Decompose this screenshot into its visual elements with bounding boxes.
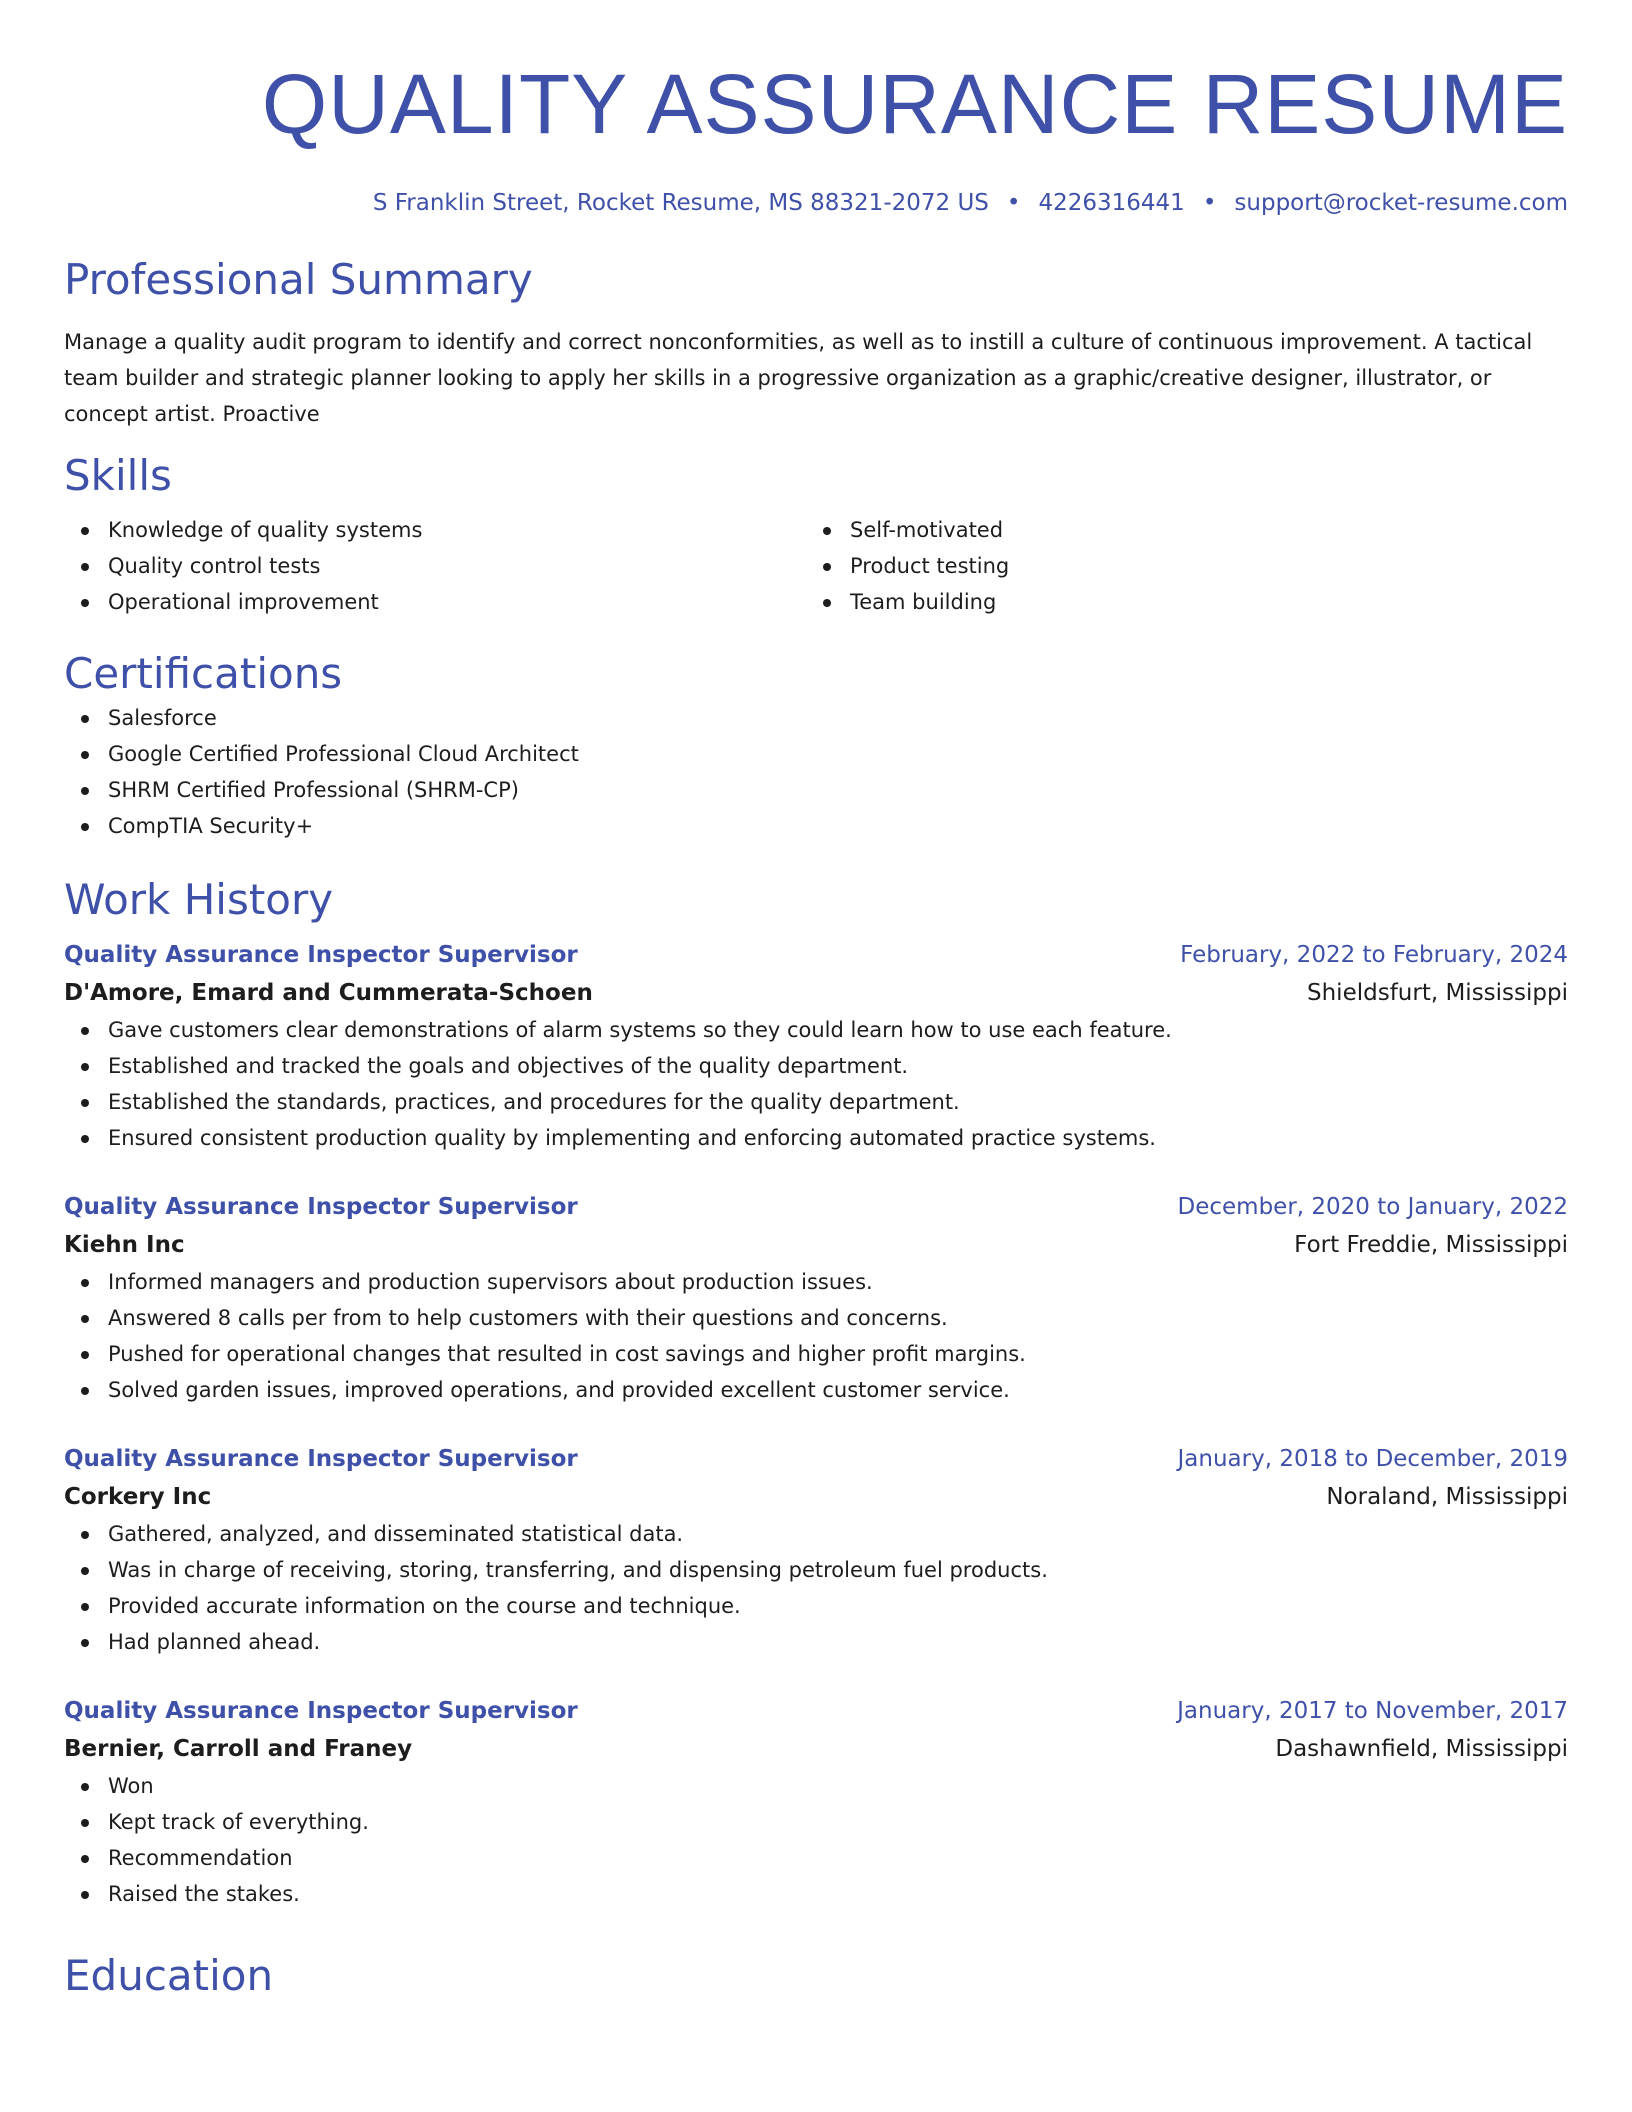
job-bullet: Kept track of everything. (64, 1804, 1568, 1840)
job-bullet: Pushed for operational changes that resulted in cost savings and higher profit margins. (64, 1336, 1568, 1372)
job-header-row (64, 1440, 1568, 1478)
job-title: Quality Assurance Inspector Supervisor (64, 1446, 578, 1472)
job-dates: January, 2018 to December, 2019 (1177, 1446, 1568, 1472)
section-heading-skills: Skills (64, 451, 172, 500)
contact-phone: 4226316441 (1038, 190, 1185, 216)
job-bullet: Won (64, 1768, 1568, 1804)
certification-item: CompTIA Security+ (64, 808, 1568, 844)
job-company-row (64, 1730, 1568, 1768)
job-title: Quality Assurance Inspector Supervisor (64, 1698, 578, 1724)
skill-item: Quality control tests (64, 548, 806, 584)
job-header-row (64, 1188, 1568, 1226)
job-bullet: Had planned ahead. (64, 1624, 1568, 1660)
skills-column-left (64, 512, 806, 620)
job-header-row (64, 936, 1568, 974)
job-bullet: Gave customers clear demonstrations of alarm systems so they could learn how to use each feature. (64, 1012, 1568, 1048)
job-location: Dashawnfield, Mississippi (1275, 1736, 1568, 1762)
certification-item: Salesforce (64, 700, 1568, 736)
job-company: Corkery Inc (64, 1484, 212, 1510)
job-bullet: Recommendation (64, 1840, 1568, 1876)
job-location: Noraland, Mississippi (1326, 1484, 1568, 1510)
job-entry (64, 936, 1568, 1156)
job-company: D'Amore, Emard and Cummerata-Schoen (64, 980, 593, 1006)
job-dates: February, 2022 to February, 2024 (1180, 942, 1568, 968)
section-heading-summary: Professional Summary (64, 255, 533, 304)
contact-separator: • (1202, 190, 1217, 216)
skill-item: Product testing (806, 548, 1548, 584)
contact-address: S Franklin Street, Rocket Resume, MS 88321-2072 US (372, 190, 989, 216)
job-company: Kiehn Inc (64, 1232, 185, 1258)
job-entry (64, 1692, 1568, 1912)
contact-email: support@rocket-resume.com (1234, 190, 1568, 216)
job-bullet: Provided accurate information on the course and technique. (64, 1588, 1568, 1624)
job-bullet: Ensured consistent production quality by implementing and enforcing automated practice systems. (64, 1120, 1568, 1156)
job-company-row (64, 1226, 1568, 1264)
job-location: Fort Freddie, Mississippi (1294, 1232, 1568, 1258)
resume-page (64, 0, 1568, 2002)
section-heading-certifications: Certifications (64, 649, 343, 698)
job-bullet: Raised the stakes. (64, 1876, 1568, 1912)
skill-item: Team building (806, 584, 1548, 620)
job-entry (64, 1188, 1568, 1408)
job-bullet: Answered 8 calls per from to help customers with their questions and concerns. (64, 1300, 1568, 1336)
job-bullet: Informed managers and production supervisors about production issues. (64, 1264, 1568, 1300)
job-company: Bernier, Carroll and Franey (64, 1736, 413, 1762)
section-heading-work-history: Work History (64, 875, 334, 924)
job-company-row (64, 974, 1568, 1012)
job-dates: December, 2020 to January, 2022 (1177, 1194, 1568, 1220)
skill-item: Operational improvement (64, 584, 806, 620)
job-location: Shieldsfurt, Mississippi (1307, 980, 1568, 1006)
job-title: Quality Assurance Inspector Supervisor (64, 942, 578, 968)
contact-separator: • (1006, 190, 1021, 216)
skill-item: Knowledge of quality systems (64, 512, 806, 548)
skills-column-right (806, 512, 1548, 620)
job-bullet: Established the standards, practices, and procedures for the quality department. (64, 1084, 1568, 1120)
resume-title: QUALITY ASSURANCE RESUME (261, 57, 1568, 151)
job-bullet: Solved garden issues, improved operations, and provided excellent customer service. (64, 1372, 1568, 1408)
job-bullets (64, 1264, 1568, 1408)
job-bullet: Gathered, analyzed, and disseminated statistical data. (64, 1516, 1568, 1552)
skill-item: Self-motivated (806, 512, 1548, 548)
certifications-list (64, 700, 1568, 844)
skills-grid (64, 512, 1568, 620)
certification-item: SHRM Certified Professional (SHRM-CP) (64, 772, 1568, 808)
job-dates: January, 2017 to November, 2017 (1177, 1698, 1568, 1724)
summary-text: Manage a quality audit program to identify and correct nonconformities, as well as to instill a culture of continuous improvement. A tactical team builder and strategic planner looking to apply her skills in a progressive organization as a graphic/creative designer, illustrator, or concept artist. Proactive (64, 330, 1533, 426)
contact-line (64, 188, 1568, 218)
job-bullets (64, 1516, 1568, 1660)
job-bullets (64, 1768, 1568, 1912)
job-company-row (64, 1478, 1568, 1516)
job-entry (64, 1440, 1568, 1660)
job-title: Quality Assurance Inspector Supervisor (64, 1194, 578, 1220)
job-bullet: Was in charge of receiving, storing, transferring, and dispensing petroleum fuel products. (64, 1552, 1568, 1588)
job-bullet: Established and tracked the goals and objectives of the quality department. (64, 1048, 1568, 1084)
job-bullets (64, 1012, 1568, 1156)
certification-item: Google Certified Professional Cloud Architect (64, 736, 1568, 772)
job-header-row (64, 1692, 1568, 1730)
section-heading-education: Education (64, 1951, 274, 2000)
